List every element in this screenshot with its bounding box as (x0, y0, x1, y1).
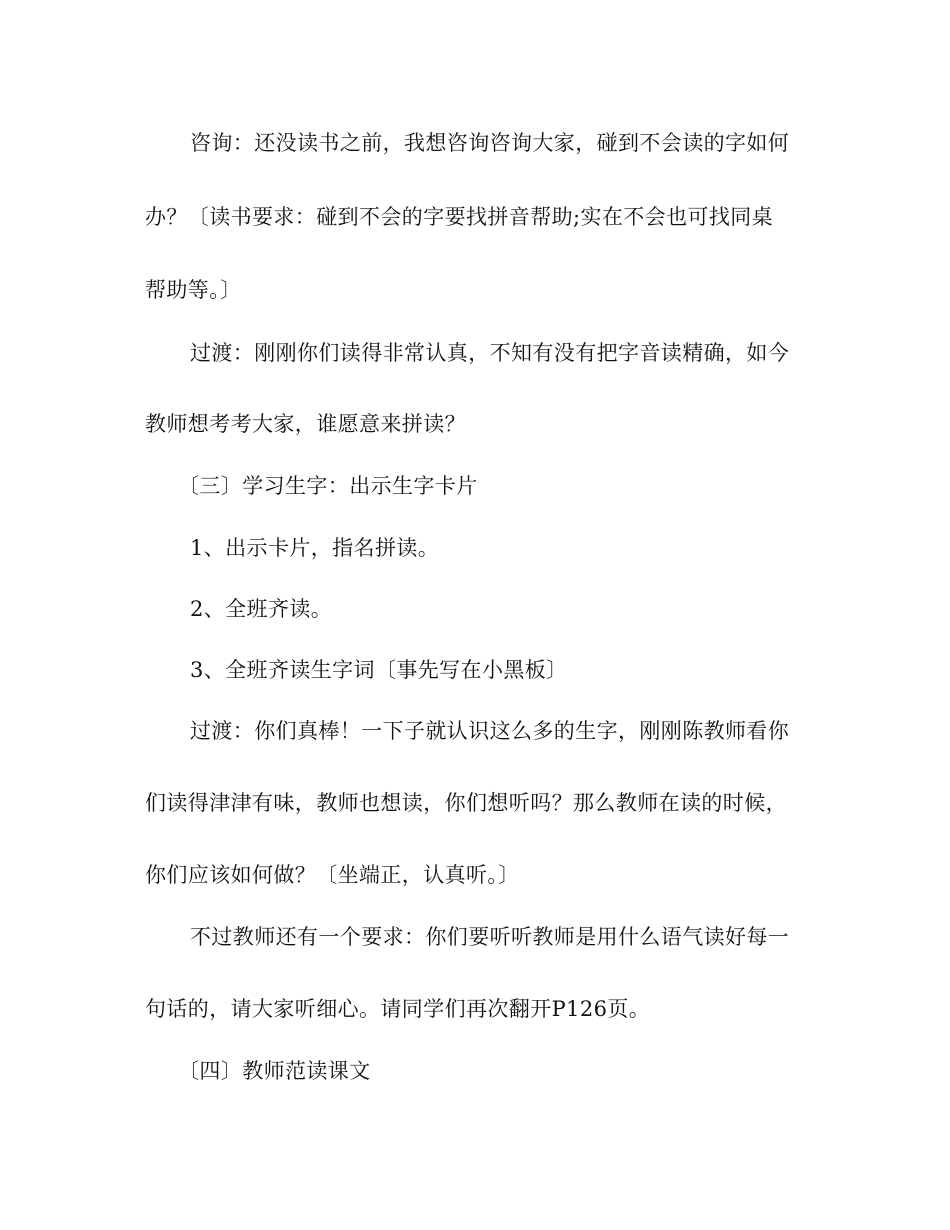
paragraph-line-transition-2-end: 你们应该如何做？〔坐端正，认真听。〕 (145, 863, 520, 887)
list-item-3: 3、全班齐读生字词〔事先写在小黑板〕 (190, 658, 568, 682)
paragraph-line-transition-2-cont: 们读得津津有味，教师也想读，你们想听吗？那么教师在读的时候， (145, 791, 787, 815)
paragraph-line-requirement: 不过教师还有一个要求：你们要听听教师是用什么语气读好每一 (190, 925, 790, 949)
paragraph-line-reading-requirement: 办？〔读书要求：碰到不会的字要找拼音帮助;实在不会也可找同桌 (145, 205, 774, 229)
paragraph-line-help: 帮助等。〕 (145, 278, 242, 302)
paragraph-line-transition-1: 过渡：刚刚你们读得非常认真，不知有没有把字音读精确，如今 (190, 341, 790, 365)
paragraph-line-requirement-cont: 句话的，请大家听细心。请同学们再次翻开P126页。 (145, 997, 651, 1021)
list-item-2: 2、全班齐读。 (190, 597, 333, 621)
paragraph-line-consult: 咨询：还没读书之前，我想咨询咨询大家，碰到不会读的字如何 (190, 131, 790, 155)
paragraph-line-transition-1-cont: 教师想考考大家，谁愿意来拼读？ (145, 412, 466, 436)
paragraph-line-transition-2: 过渡：你们真棒！一下子就认识这么多的生字，刚刚陈教师看你 (190, 719, 790, 743)
list-item-1: 1、出示卡片，指名拼读。 (190, 536, 440, 560)
section-heading-3: 〔三〕学习生字：出示生字卡片 (178, 474, 478, 498)
section-heading-4: 〔四〕教师范读课文 (178, 1059, 371, 1083)
